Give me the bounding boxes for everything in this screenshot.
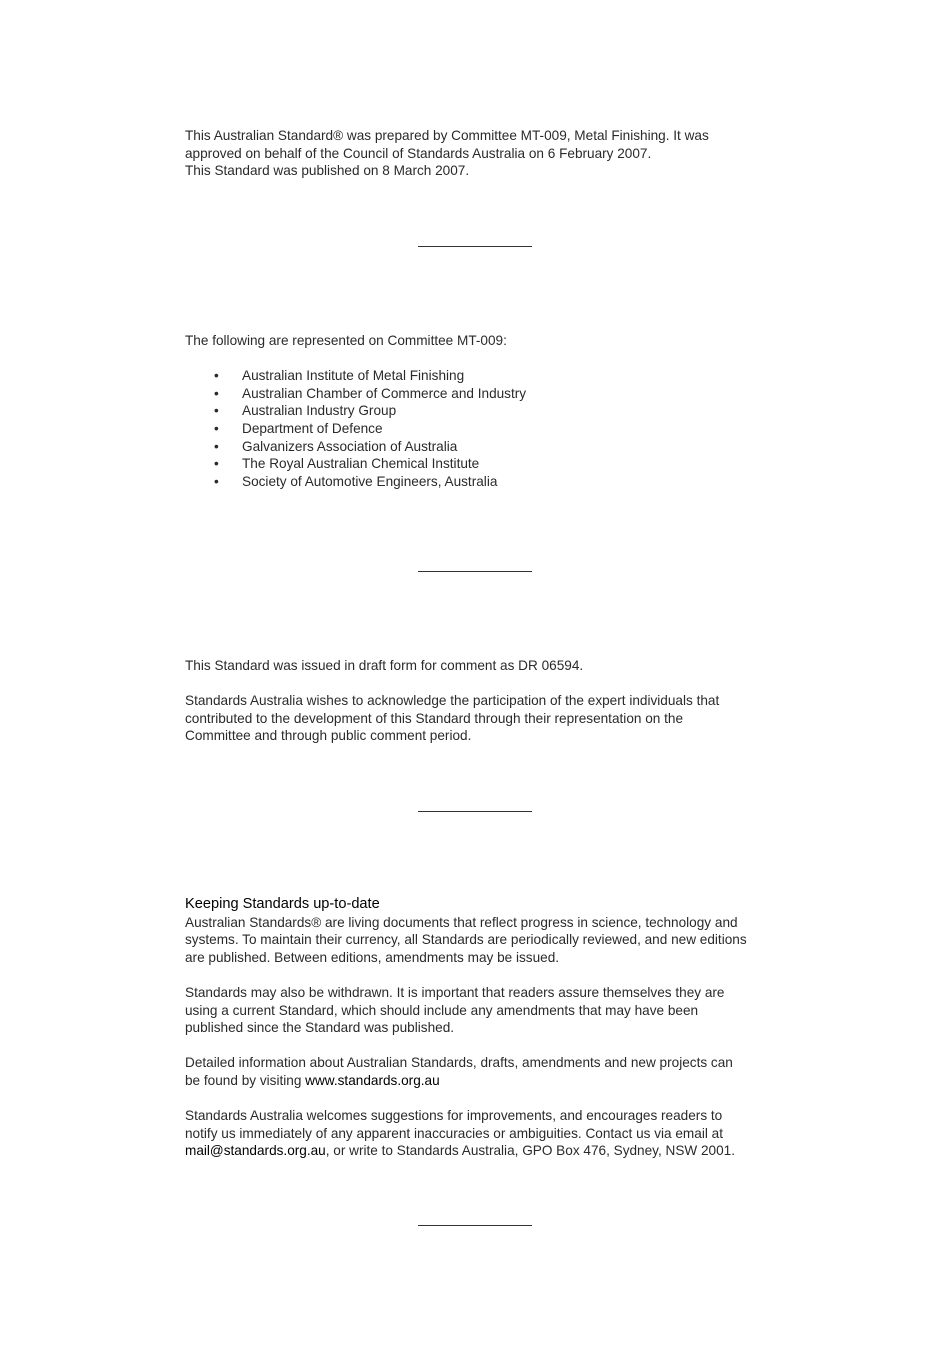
acknowledgement-line-3: Committee and through public comment period. xyxy=(185,728,472,744)
list-item: • Department of Defence xyxy=(214,420,383,436)
list-item: • The Royal Australian Chemical Institute xyxy=(214,456,480,472)
website-link[interactable]: www.standards.org.au xyxy=(305,1072,440,1088)
committee-section xyxy=(185,332,775,490)
acknowledgement-line-1: Standards Australia wishes to acknowledge the participation of the expert individuals that xyxy=(185,693,720,709)
preparation-line-1: This Australian Standard® was prepared by Committee MT-009, Metal Finishing. It was xyxy=(185,128,709,143)
committee-intro: The following are represented on Committee MT-009: xyxy=(185,333,507,348)
draft-section xyxy=(185,657,775,745)
paragraph-1-line-1: Australian Standards® are living documents that reflect progress in science, technology and xyxy=(185,914,738,930)
list-item: • Australian Chamber of Commerce and Industry xyxy=(214,385,527,401)
email-link[interactable]: mail@standards.org.au xyxy=(185,1143,326,1159)
paragraph-4-line-3: mail@standards.org.au, or write to Standards Australia, GPO Box 476, Sydney, NSW 2001. xyxy=(185,1143,736,1159)
acknowledgement-line-2: contributed to the development of this Standard through their representation on the xyxy=(185,710,684,726)
bullet-icon: • xyxy=(214,438,219,454)
preparation-line-3: This Standard was published on 8 March 2007. xyxy=(185,163,470,179)
section-divider xyxy=(418,571,532,572)
list-item: • Australian Industry Group xyxy=(214,403,397,419)
paragraph-2-line-3: published since the Standard was published. xyxy=(185,1020,455,1036)
bullet-icon: • xyxy=(214,473,219,489)
section-heading: Keeping Standards up-to-date xyxy=(185,896,380,912)
paragraph-3-line-2: be found by visiting www.standards.org.au xyxy=(185,1072,440,1088)
paragraph-1-line-3: are published. Between editions, amendments may be issued. xyxy=(185,949,560,965)
list-item: • Australian Institute of Metal Finishing xyxy=(214,368,465,384)
section-divider xyxy=(418,246,532,247)
bullet-icon: • xyxy=(214,385,219,401)
committee-member-list xyxy=(185,367,775,490)
draft-issued: This Standard was issued in draft form for comment as DR 06594. xyxy=(185,658,584,673)
bullet-icon: • xyxy=(214,456,219,472)
section-divider xyxy=(418,1225,532,1226)
preparation-statement xyxy=(185,127,775,180)
bullet-icon: • xyxy=(214,368,219,384)
paragraph-1-line-2: systems. To maintain their currency, all Standards are periodically reviewed, and new editions xyxy=(185,932,747,948)
bullet-icon: • xyxy=(214,420,219,436)
list-item: • Society of Automotive Engineers, Australia xyxy=(214,473,498,489)
paragraph-4-line-1: Standards Australia welcomes suggestions for improvements, and encourages readers to xyxy=(185,1108,723,1124)
paragraph-4-line-2: notify us immediately of any apparent inaccuracies or ambiguities. Contact us via email at xyxy=(185,1125,723,1141)
up-to-date-section xyxy=(185,896,775,1160)
paragraph-2-line-2: using a current Standard, which should include any amendments that may have been xyxy=(185,1002,699,1018)
list-item: • Galvanizers Association of Australia xyxy=(214,438,458,454)
bullet-icon: • xyxy=(214,403,219,419)
section-divider xyxy=(418,811,532,812)
preparation-line-2: approved on behalf of the Council of Standards Australia on 6 February 2007. xyxy=(185,145,652,161)
paragraph-3-line-1: Detailed information about Australian Standards, drafts, amendments and new projects can xyxy=(185,1055,733,1071)
paragraph-2-line-1: Standards may also be withdrawn. It is important that readers assure themselves they are xyxy=(185,984,725,1000)
